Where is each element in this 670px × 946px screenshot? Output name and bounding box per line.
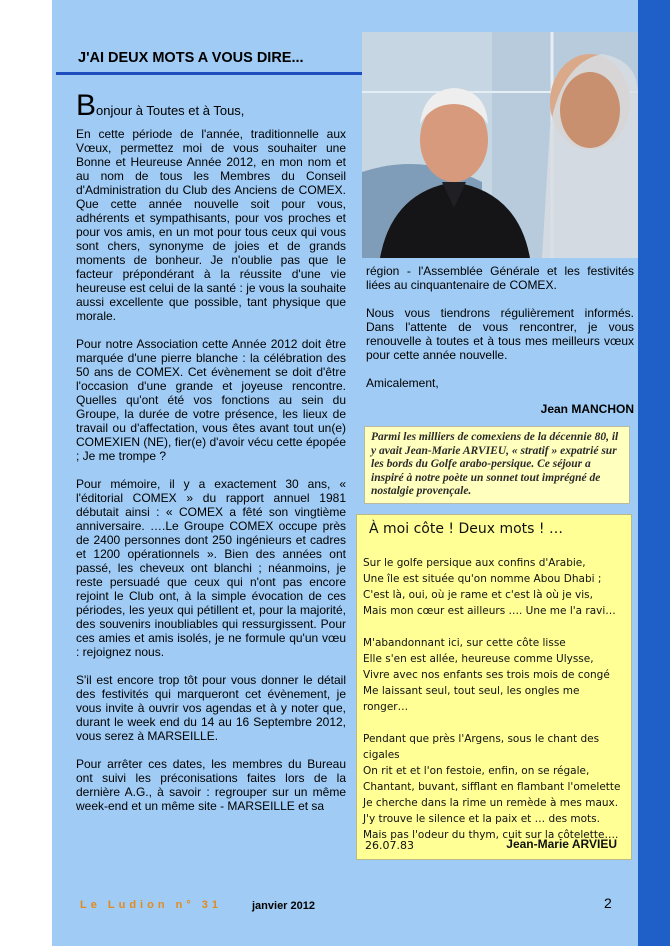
poem-author: Jean-Marie ARVIEU	[506, 837, 617, 851]
drop-cap: B	[76, 89, 97, 122]
greeting	[76, 89, 346, 122]
paragraph: En cette période de l'année, traditionnelle aux Vœux, permettez moi de vous souhaiter une Bonne et Heureuse Année 2012, en mon nom et au nom de tous les Membres du Conseil d'Administration du Club des Anciens de COMEX. Que cette année nouvelle soit pour vous, adhérents et sympathisants, pour vos proches et pour vos amis, en un mot pour tous ceux qui vous sont chers, synonyme de joies et de grands moments de bonheur. Je n'oublie pas que le facteur prépondérant à la réussite d'une vie heureuse est celui de la santé : je vous la souhaite aussi excellente que possible, tant physique que morale.	[76, 127, 346, 323]
poem-stanzas	[363, 555, 625, 859]
poem-line: C'est là, oui, où je rame et c'est là où je vis,	[363, 589, 593, 601]
poem-line: On rit et et l'on festoie, enfin, on se régale,	[363, 765, 590, 777]
paragraph: Pour mémoire, il y a exactement 30 ans, « l'éditorial COMEX » du rapport annuel 1981 débutait ainsi : « COMEX a fêté son vingtième anniversaire. ….Le Groupe COMEX occupe près de 2400 personnes dont 250 ingénieurs et cadres et 1200 opérationnels ». Bien des années ont passé, les cheveux ont blanchi ; néanmoins, je reste persuadé que ceux qui n'ont pas encore rejoint le Club ont, à la simple évocation de ces périodes, les yeux qui pétillent et, pour la majorité, des souvenirs inoubliables qui ressurgissent. Pour ces amies et amis isolés, je ne formule qu'un vœu : rejoignez nous.	[76, 477, 346, 659]
poem-stanza	[363, 555, 625, 619]
article-right-column	[366, 264, 634, 416]
title-underline	[56, 72, 362, 75]
poem-line: Me laissant seul, tout seul, les ongles me ronger…	[363, 685, 580, 713]
greeting-text: onjour à Toutes et à Tous,	[96, 103, 245, 118]
signature: Jean MANCHON	[540, 402, 634, 416]
poem-line: Je cherche dans la rime un remède à mes maux.	[363, 797, 619, 809]
poem-line: Sur le golfe persique aux confins d'Arabie,	[363, 557, 586, 569]
issue-date: janvier 2012	[252, 900, 315, 912]
poem-line: Pendant que près l'Argens, sous le chant des cigales	[363, 733, 600, 761]
paragraph: S'il est encore trop tôt pour vous donner le détail des festivités qui marqueront cet évènement, je vous invite à ouvrir vos agendas et à y noter que, durant le week end du 14 au 16 Septembre 2012, vous serez à MARSEILLE.	[76, 673, 346, 743]
poem-date: 26.07.83	[365, 839, 414, 852]
intro-quote-box: Parmi les milliers de comexiens de la décennie 80, il y avait Jean-Marie ARVIEU, « stratif » expatrié sur les bords du Golfe arabo-persique. Ce séjour a inspiré à notre poète un sonnet tout imprégné de nostalgie provençale.	[364, 426, 630, 504]
portrait-photo	[362, 32, 638, 258]
publication-name: Le Ludion n° 31	[80, 899, 223, 911]
poem-line: Mais mon cœur est ailleurs …. Une me l'a ravi…	[363, 605, 616, 617]
article-left-column	[76, 89, 346, 827]
paragraph: Pour notre Association cette Année 2012 doit être marquée d'une pierre blanche : la célébration des 50 ans de COMEX. Cet évènement se doit d'être l'occasion d'une grande et joyeuse rencontre. Quelles qu'ont été vos fonctions au sein du Groupe, la durée de votre présence, les lieux de travail ou d'affectation, vous êtes avant tout un(e) COMEXIEN (NE), fier(e) d'avoir vécu cette épopée ; Je me trompe ?	[76, 337, 346, 463]
poem-stanza	[363, 731, 625, 843]
poem-line: M'abandonnant ici, sur cette côte lisse	[363, 637, 566, 649]
poem-line: Mais pas l'odeur du thym, cuit sur la côtelette….	[363, 829, 619, 841]
poem-title: À moi côte ! Deux mots ! …	[369, 521, 563, 537]
page-number: 2	[604, 895, 612, 911]
poem-line: Chantant, buvant, sifflant en flambant l'omelette	[363, 781, 621, 793]
poem-line: Une île est située qu'on nomme Abou Dhabi ;	[363, 573, 602, 585]
poem-line: J'y trouve le silence et la paix et … des mots.	[363, 813, 600, 825]
article-title: J'AI DEUX MOTS A VOUS DIRE...	[78, 50, 304, 66]
paragraph: Pour arrêter ces dates, les membres du Bureau ont suivi les préconisations faites lors de la dernière A.G., à savoir : regrouper sur un même week-end et un même site - MARSEILLE et sa	[76, 757, 346, 813]
poem-box	[356, 514, 632, 860]
poem-line: Elle s'en est allée, heureuse comme Ulysse,	[363, 653, 594, 665]
page-edge-strip	[638, 0, 670, 946]
poem-line: Vivre avec nos enfants ses trois mois de congé	[363, 669, 610, 681]
paragraph: région - l'Assemblée Générale et les festivités liées au cinquantenaire de COMEX.	[366, 264, 634, 292]
closing: Amicalement,	[366, 376, 439, 390]
portrait-illustration	[362, 32, 638, 258]
paragraph: Nous vous tiendrons régulièrement informés. Dans l'attente de vous rencontrer, je vous renouvelle à toutes et à tous mes meilleurs vœux pour cette année nouvelle.	[366, 306, 634, 362]
poem-stanza	[363, 635, 625, 715]
